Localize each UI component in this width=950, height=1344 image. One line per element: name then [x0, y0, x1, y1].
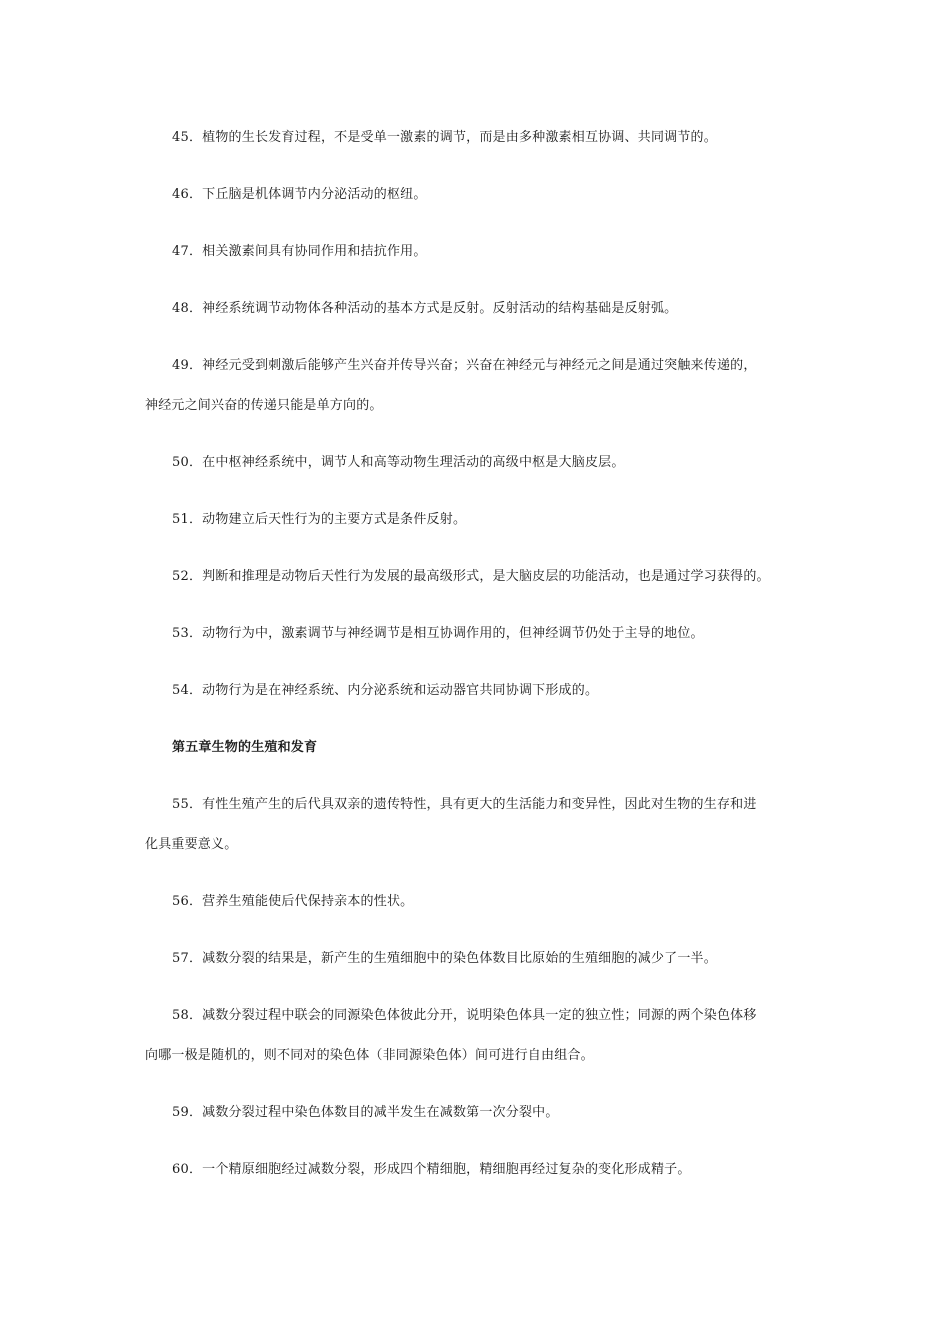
item-53: 53．动物行为中，激素调节与神经调节是相互协调作用的，但神经调节仍处于主导的地位。	[172, 626, 704, 641]
item-49: 49．神经元受到刺激后能够产生兴奋并传导兴奋；兴奋在神经元与神经元之间是通过突触来传递的，	[172, 358, 757, 373]
item-46: 46．下丘脑是机体调节内分泌活动的枢纽。	[172, 187, 427, 202]
item-51: 51．动物建立后天性行为的主要方式是条件反射。	[172, 512, 467, 527]
item-58-continuation: 向哪一极是随机的，则不同对的染色体（非同源染色体）间可进行自由组合。	[145, 1048, 594, 1063]
item-54: 54．动物行为是在神经系统、内分泌系统和运动器官共同协调下形成的。	[172, 683, 599, 698]
item-50: 50．在中枢神经系统中，调节人和高等动物生理活动的高级中枢是大脑皮层。	[172, 455, 625, 470]
item-56: 56．营养生殖能使后代保持亲本的性状。	[172, 894, 414, 909]
item-60: 60．一个精原细胞经过减数分裂，形成四个精细胞，精细胞再经过复杂的变化形成精子。	[172, 1162, 691, 1177]
item-55-continuation: 化具重要意义。	[145, 837, 238, 852]
item-59: 59．减数分裂过程中染色体数目的减半发生在减数第一次分裂中。	[172, 1105, 559, 1120]
item-47: 47．相关激素间具有协同作用和拮抗作用。	[172, 244, 427, 259]
item-49-continuation: 神经元之间兴奋的传递只能是单方向的。	[145, 398, 383, 413]
chapter-heading: 第五章生物的生殖和发育	[172, 740, 318, 755]
item-52: 52．判断和推理是动物后天性行为发展的最高级形式，是大脑皮层的功能活动，也是通过学习获得的。	[172, 569, 770, 584]
item-58: 58．减数分裂过程中联会的同源染色体彼此分开，说明染色体具一定的独立性；同源的两个染色体移	[172, 1008, 757, 1023]
item-48: 48．神经系统调节动物体各种活动的基本方式是反射。反射活动的结构基础是反射弧。	[172, 301, 678, 316]
item-57: 57．减数分裂的结果是，新产生的生殖细胞中的染色体数目比原始的生殖细胞的减少了一半。	[172, 951, 717, 966]
item-55: 55．有性生殖产生的后代具双亲的遗传特性，具有更大的生活能力和变异性，因此对生物的生存和进	[172, 797, 757, 812]
item-45: 45．植物的生长发育过程，不是受单一激素的调节，而是由多种激素相互协调、共同调节的。	[172, 130, 717, 145]
